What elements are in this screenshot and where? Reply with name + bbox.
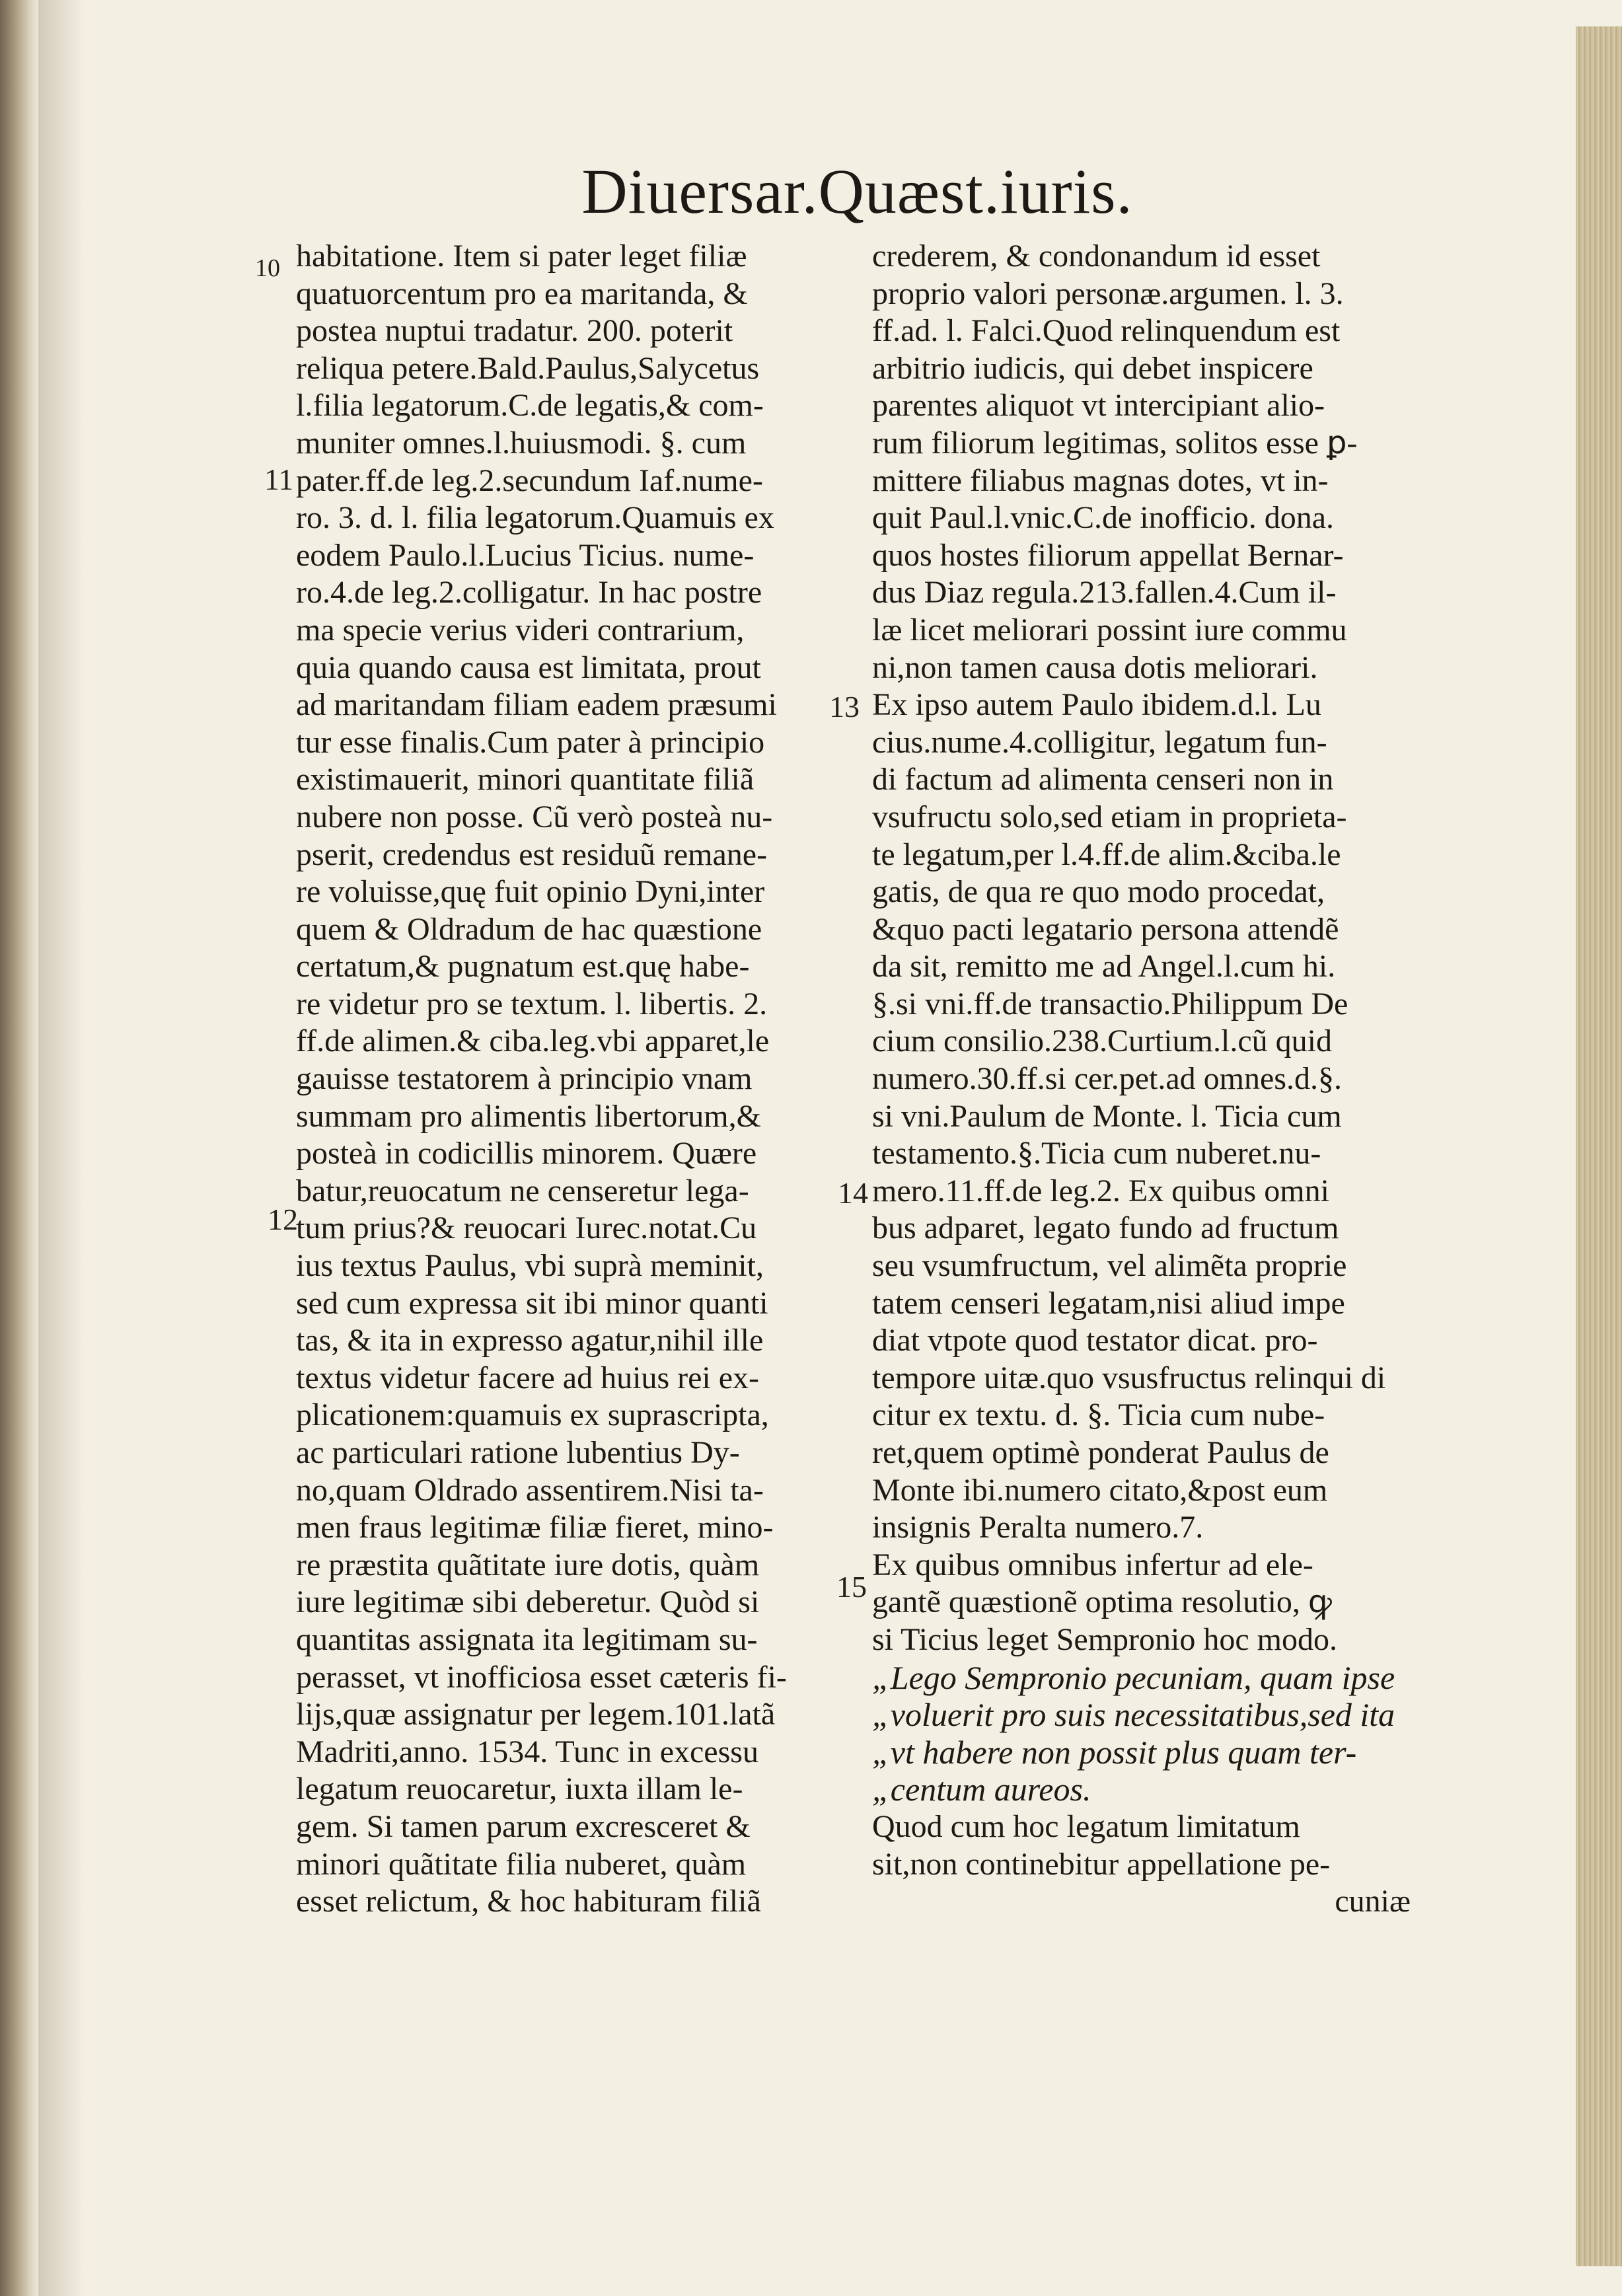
text-line: diat vtpote quod testator dicat. pro- bbox=[872, 1323, 1318, 1358]
text-line: habitatione. Item si pater leget filiæ bbox=[296, 239, 747, 274]
text-line: iure legitimæ sibi deberetur. Quòd si bbox=[296, 1584, 760, 1620]
text-line: rum filiorum legitimas, solitos esse ꝑ- bbox=[872, 425, 1358, 461]
text-line: mero.11.ff.de leg.2. Ex quibus omni bbox=[872, 1173, 1329, 1208]
text-line: tempore uitæ.quo vsusfructus relinqui di bbox=[872, 1360, 1386, 1395]
text-line: bus adparet, legato fundo ad fructum bbox=[872, 1210, 1339, 1246]
text-line: re voluisse,quę fuit opinio Dyni,inter bbox=[296, 874, 765, 910]
text-line: gauisse testatorem à principio vnam bbox=[296, 1061, 753, 1097]
text-line: ma specie verius videri contrarium, bbox=[296, 612, 745, 648]
text-line: re præstita quãtitate iure dotis, quàm bbox=[296, 1547, 760, 1582]
text-line: §.si vni.ff.de transactio.Philippum De bbox=[872, 986, 1348, 1021]
text-line: testamento.§.Ticia cum nuberet.nu- bbox=[872, 1136, 1321, 1171]
page-fore-edge bbox=[1576, 26, 1622, 2266]
text-line: postea nuptui tradatur. 200. poterit bbox=[296, 313, 733, 349]
text-line: quantitas assignata ita legitimam su- bbox=[296, 1621, 758, 1657]
text-line: nubere non posse. Cũ verò posteà nu- bbox=[296, 799, 773, 834]
text-line: gantẽ quæstionẽ optima resolutio, ꝙ bbox=[872, 1584, 1332, 1620]
text-line: vsufructu solo,sed etiam in proprieta- bbox=[872, 799, 1347, 834]
text-line: gatis, de qua re quo modo procedat, bbox=[872, 874, 1325, 910]
text-line: ret,quem optimè ponderat Paulus de bbox=[872, 1435, 1329, 1470]
text-line: reliqua petere.Bald.Paulus,Salycetus bbox=[296, 350, 760, 386]
text-line: ac particulari ratione lubentius Dy- bbox=[296, 1435, 740, 1470]
text-line: dus Diaz regula.213.fallen.4.Cum il- bbox=[872, 575, 1337, 611]
text-line: esset relictum, & hoc habituram filiã bbox=[296, 1884, 761, 1919]
text-line: no,quam Oldrado assentirem.Nisi ta- bbox=[296, 1472, 764, 1508]
text-line: arbitrio iudicis, qui debet inspicere bbox=[872, 350, 1313, 386]
text-line: tur esse finalis.Cum pater à principio bbox=[296, 724, 765, 760]
text-line: citur ex textu. d. §. Ticia cum nube- bbox=[872, 1397, 1325, 1433]
text-line: quatuorcentum pro ea maritanda, & bbox=[296, 276, 748, 311]
text-line: seu vsumfructum, vel alimẽta proprie bbox=[872, 1248, 1347, 1284]
text-line: Madriti,anno. 1534. Tunc in excessu bbox=[296, 1734, 758, 1769]
text-line: lijs,quæ assignatur per legem.101.latã bbox=[296, 1697, 776, 1732]
text-line: ro. 3. d. l. filia legatorum.Quamuis ex bbox=[296, 500, 774, 536]
text-line: ro.4.de leg.2.colligatur. In hac postre bbox=[296, 575, 762, 611]
text-line: perasset, vt inofficiosa esset cæteris fi- bbox=[296, 1659, 787, 1695]
text-line: sit,non continebitur appellatione pe- bbox=[872, 1846, 1331, 1882]
text-line: muniter omnes.l.huiusmodi. §. cum bbox=[296, 425, 747, 461]
text-line: quem & Oldradum de hac quæstione bbox=[296, 911, 762, 947]
catchword: cuniæ bbox=[1335, 1884, 1411, 1919]
text-line: di factum ad alimenta censeri non in bbox=[872, 762, 1334, 797]
margin-number-13: 13 bbox=[829, 690, 860, 723]
text-line: gem. Si tamen parum excresceret & bbox=[296, 1808, 751, 1844]
text-line: ius textus Paulus, vbi suprà meminit, bbox=[296, 1248, 764, 1284]
text-line: ad maritandam filiam eadem præsumi bbox=[296, 687, 777, 723]
text-line: si Ticius leget Sempronio hoc modo. bbox=[872, 1621, 1338, 1657]
italic-quote-line: „centum aureos. bbox=[872, 1771, 1091, 1808]
margin-number-12: 12 bbox=[268, 1203, 298, 1236]
margin-number-10: 10 bbox=[255, 254, 280, 282]
text-line: legatum reuocaretur, iuxta illam le- bbox=[296, 1771, 743, 1807]
text-line: l.filia legatorum.C.de legatis,& com- bbox=[296, 388, 764, 424]
text-line: minori quãtitate filia nuberet, quàm bbox=[296, 1846, 747, 1882]
text-line: insignis Peralta numero.7. bbox=[872, 1510, 1204, 1545]
text-line: cius.nume.4.colligitur, legatum fun- bbox=[872, 724, 1327, 760]
text-line: Ex ipso autem Paulo ibidem.d.l. Lu bbox=[872, 687, 1321, 723]
text-line: mittere filiabus magnas dotes, vt in- bbox=[872, 463, 1329, 498]
text-line: ni,non tamen causa dotis meliorari. bbox=[872, 649, 1318, 685]
text-line: læ licet meliorari possint iure commu bbox=[872, 612, 1347, 648]
gutter-shadow bbox=[38, 0, 85, 2296]
left-text-column bbox=[296, 238, 831, 1921]
text-line: te legatum,per l.4.ff.de alim.&ciba.le bbox=[872, 836, 1341, 872]
right-text-column bbox=[872, 238, 1411, 1921]
text-line: numero.30.ff.si cer.pet.ad omnes.d.§. bbox=[872, 1061, 1342, 1097]
text-line: ff.ad. l. Falci.Quod relinquendum est bbox=[872, 313, 1341, 349]
text-line: existimauerit, minori quantitate filiã bbox=[296, 762, 755, 797]
running-title: Diuersar.Quæst.iuris. bbox=[581, 156, 1133, 227]
book-gutter bbox=[0, 0, 38, 2296]
text-line: quia quando causa est limitata, prout bbox=[296, 649, 761, 685]
text-line: re videtur pro se textum. l. libertis. 2. bbox=[296, 986, 768, 1021]
margin-number-15: 15 bbox=[836, 1570, 867, 1604]
text-line: ff.de alimen.& ciba.leg.vbi apparet,le bbox=[296, 1023, 770, 1059]
text-line: plicationem:quamuis ex suprascripta, bbox=[296, 1397, 769, 1433]
text-line: &quo pacti legatario persona attendẽ bbox=[872, 911, 1339, 947]
text-line: cium consilio.238.Curtium.l.cũ quid bbox=[872, 1023, 1332, 1059]
text-line: summam pro alimentis libertorum,& bbox=[296, 1098, 761, 1134]
text-line: Quod cum hoc legatum limitatum bbox=[872, 1808, 1300, 1844]
italic-quote-line: „vt habere non possit plus quam ter- bbox=[872, 1733, 1357, 1771]
text-line: da sit, remitto me ad Angel.l.cum hi. bbox=[872, 949, 1336, 984]
text-line: tum prius?& reuocari Iurec.notat.Cu bbox=[296, 1210, 757, 1246]
text-line: batur,reuocatum ne censeretur lega- bbox=[296, 1173, 749, 1208]
text-line: tatem censeri legatam,nisi aliud impe bbox=[872, 1285, 1345, 1321]
text-line: eodem Paulo.l.Lucius Ticius. nume- bbox=[296, 537, 755, 573]
text-line: quit Paul.l.vnic.C.de inofficio. dona. bbox=[872, 500, 1335, 536]
text-line: posteà in codicillis minorem. Quære bbox=[296, 1136, 757, 1171]
text-line: si vni.Paulum de Monte. l. Ticia cum bbox=[872, 1098, 1342, 1134]
italic-quote-line: „voluerit pro suis necessitatibus,sed ita bbox=[872, 1696, 1395, 1734]
text-line: pater.ff.de leg.2.secundum Iaf.nume- bbox=[296, 463, 763, 498]
text-line: tas, & ita in expresso agatur,nihil ille bbox=[296, 1323, 764, 1358]
text-line: certatum,& pugnatum est.quę habe- bbox=[296, 949, 750, 984]
text-line: textus videtur facere ad huius rei ex- bbox=[296, 1360, 760, 1395]
text-line: men fraus legitimæ filiæ fieret, mino- bbox=[296, 1510, 774, 1545]
text-line: crederem, & condonandum id esset bbox=[872, 239, 1321, 274]
text-line: quos hostes filiorum appellat Bernar- bbox=[872, 537, 1344, 573]
text-line: parentes aliquot vt intercipiant alio- bbox=[872, 388, 1325, 424]
text-line: sed cum expressa sit ibi minor quanti bbox=[296, 1285, 768, 1321]
text-line: proprio valori personæ.argumen. l. 3. bbox=[872, 276, 1344, 311]
italic-quote-line: „Lego Sempronio pecuniam, quam ipse bbox=[872, 1658, 1395, 1696]
text-line: pserit, credendus est residuũ remane- bbox=[296, 836, 768, 872]
text-line: Monte ibi.numero citato,&post eum bbox=[872, 1472, 1328, 1508]
margin-number-14: 14 bbox=[838, 1176, 868, 1210]
margin-number-11: 11 bbox=[264, 463, 294, 496]
text-line: Ex quibus omnibus infertur ad ele- bbox=[872, 1547, 1313, 1582]
